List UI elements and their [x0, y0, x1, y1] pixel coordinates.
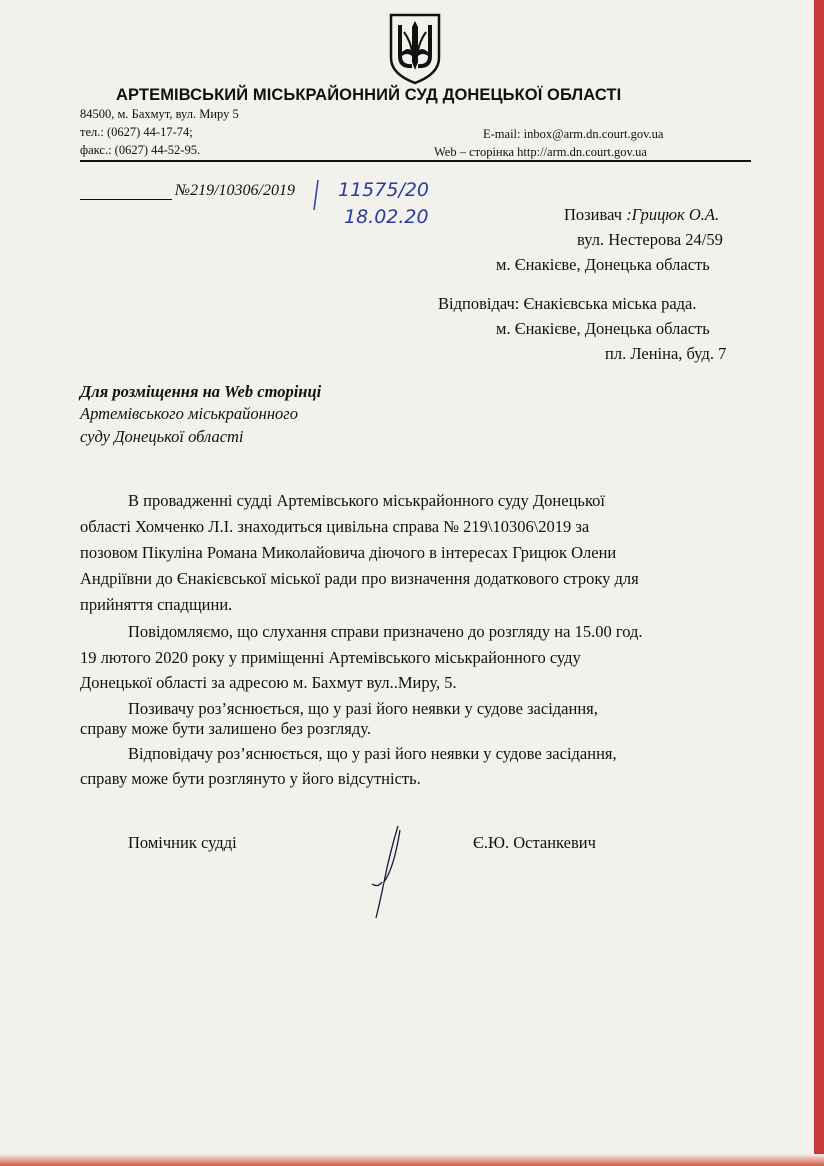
defendant-address: пл. Леніна, буд. 7 — [605, 344, 727, 363]
paragraph-2-line-3: Донецької області за адресою м. Бахмут вул..Миру, 5. — [80, 673, 457, 692]
handwritten-number: 11575/20 — [338, 179, 430, 201]
court-fax: факс.: (0627) 44-52-95. — [80, 143, 201, 157]
paragraph-2-line-1: Повідомляємо, що слухання справи призначено до розгляду на 15.00 год. — [128, 622, 643, 641]
defendant-name: Відповідач: Єнакієвська міська рада. — [438, 294, 697, 313]
trident-coat-of-arms-icon — [387, 12, 443, 86]
notice-line-3: суду Донецької області — [80, 427, 244, 446]
defendant-city: м. Єнакієве, Донецька область — [496, 319, 710, 338]
plaintiff-line — [564, 205, 719, 225]
court-phone: тел.: (0627) 44-17-74; — [80, 125, 193, 139]
paragraph-3-line-2: справу може бути залишено без розгляду. — [80, 719, 371, 738]
case-number: №219/10306/2019 — [175, 182, 295, 199]
signatory-name: Є.Ю. Останкевич — [473, 833, 596, 852]
plaintiff-label: Позивач — [564, 205, 623, 224]
court-name: АРТЕМІВСЬКИЙ МІСЬКРАЙОННИЙ СУД ДОНЕЦЬКОЇ ОБЛАСТІ — [116, 86, 622, 104]
paragraph-2-line-2: 19 лютого 2020 року у приміщенні Артемівського міськрайонного суду — [80, 648, 581, 667]
paragraph-4-line-1: Відповідачу роз’яснюється, що у разі його неявки у судове засідання, — [128, 744, 617, 763]
paragraph-1-line-3: позовом Пікуліна Романа Миколайовича діючого в інтересах Грицюк Олени — [80, 543, 617, 562]
paragraph-1-line-2: області Хомченко Л.І. знаходиться цивільна справа № 219\10306\2019 за — [80, 517, 590, 536]
header-divider — [80, 160, 751, 162]
paragraph-4-line-2: справу може бути розглянуто у його відсутність. — [80, 769, 421, 788]
court-email: E-mail: inbox@arm.dn.court.gov.ua — [483, 127, 664, 141]
court-address: 84500, м. Бахмут, вул. Миру 5 — [80, 107, 239, 121]
paragraph-1-line-1: В провадженні судді Артемівського міськрайонного суду Донецької — [128, 491, 605, 510]
court-website: Web – сторінка http://arm.dn.court.gov.ua — [434, 145, 647, 159]
signatory-position: Помічник судді — [128, 833, 237, 852]
paragraph-1-line-4: Андріївни до Єнакієвської міської ради про визначення додаткового строку для — [80, 569, 639, 588]
plaintiff-street: вул. Нестерова 24/59 — [577, 230, 723, 249]
page-edge-red-strip — [814, 0, 824, 1166]
plaintiff-city: м. Єнакієве, Донецька область — [496, 255, 710, 274]
plaintiff-name: :Грицюк О.А. — [626, 205, 720, 224]
paragraph-3-line-1: Позивачу роз’яснюється, що у разі його неявки у судове засідання, — [128, 699, 598, 718]
page-edge-bottom-strip — [0, 1154, 824, 1166]
notice-title: Для розміщення на Web сторінці — [80, 382, 322, 401]
handwritten-date: 18.02.20 — [344, 206, 429, 228]
notice-line-2: Артемівського міськрайонного — [80, 404, 298, 423]
outgoing-blank-line — [80, 199, 172, 200]
paragraph-1-line-5: прийняття спадщини. — [80, 595, 233, 614]
handwritten-registration-stamp — [312, 176, 452, 228]
handwritten-signature — [360, 822, 420, 922]
